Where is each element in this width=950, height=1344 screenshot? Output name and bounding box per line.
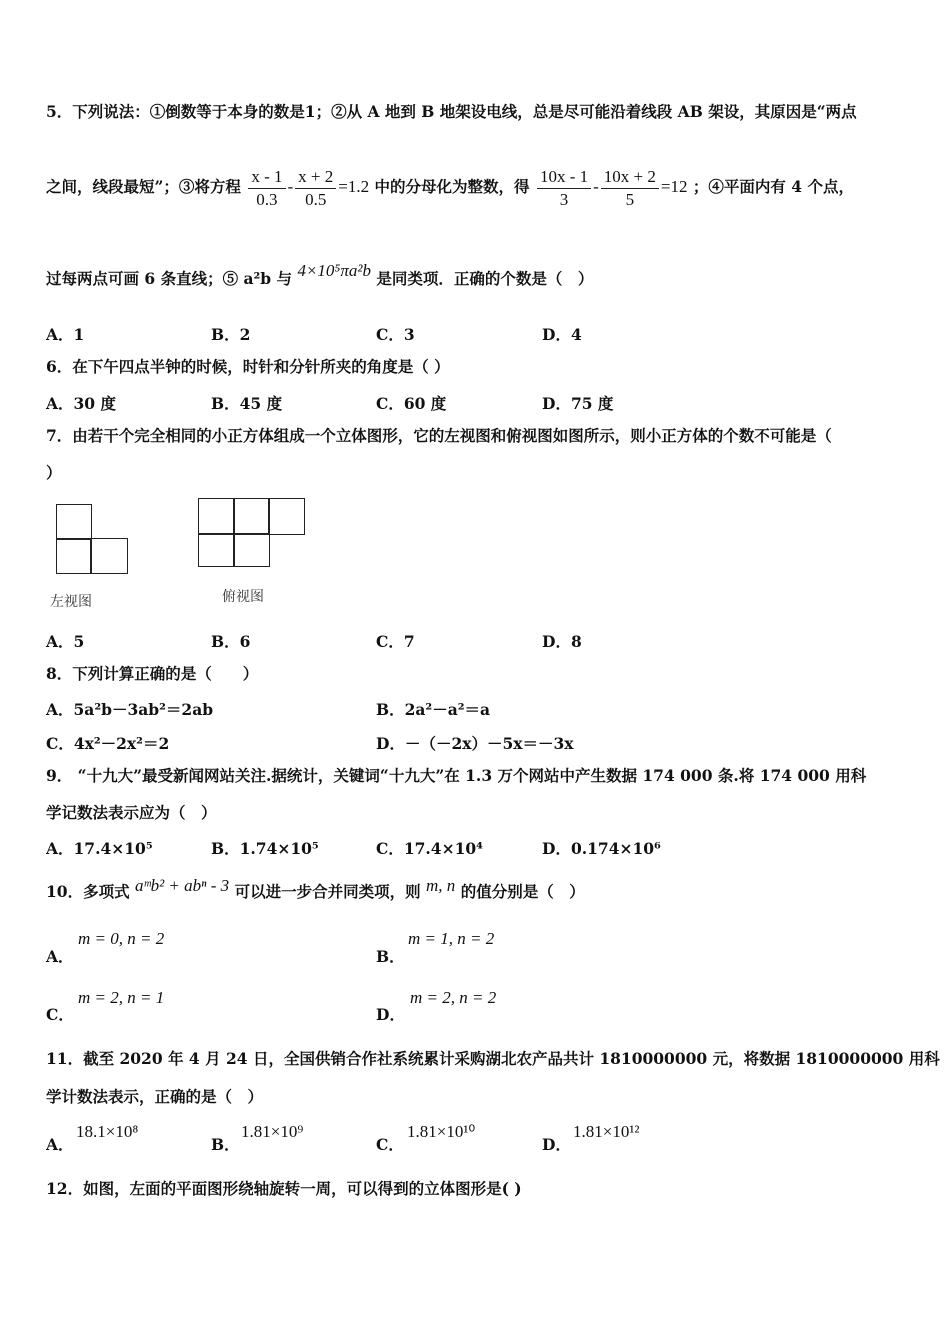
q5-eq2-minus: - xyxy=(593,177,599,196)
top-view-cell xyxy=(198,533,235,567)
q9-option-d[interactable]: D．0.174×10⁶ xyxy=(542,839,661,858)
top-view-figure xyxy=(196,496,311,571)
left-view-cell xyxy=(56,504,92,540)
q9-line1: 9． “十九大”最受新闻网站关注.据统计，关键词“十九大”在 1.3 万个网站中产生数据 174 000 条.将 174 000 用科 xyxy=(46,766,867,785)
q10-option-d-letter[interactable]: D． xyxy=(376,1005,405,1024)
q6-option-b[interactable]: B．45 度 xyxy=(211,394,283,413)
q11-line2: 学计数法表示，正确的是（ ） xyxy=(46,1087,264,1106)
q10-line xyxy=(46,877,904,907)
q7-line2: ） xyxy=(46,463,62,482)
q5-eq1-rhs: =1.2 xyxy=(338,177,370,196)
q5-eq1-minus: - xyxy=(287,177,294,196)
q5-line3-text-b: 是同类项．正确的个数是（ ） xyxy=(376,269,594,288)
q6-option-d[interactable]: D．75 度 xyxy=(542,394,614,413)
q10-option-c-letter[interactable]: C． xyxy=(46,1005,74,1024)
q6-option-a[interactable]: A．30 度 xyxy=(46,394,116,413)
q9-line2: 学记数法表示应为（ ） xyxy=(46,803,217,822)
q5-option-b[interactable]: B．2 xyxy=(211,325,251,344)
q5-eq1-num2: x + 2 xyxy=(295,166,336,189)
q10-option-a-value[interactable]: m = 0, n = 2 xyxy=(78,929,165,948)
q5-eq2-num2: 10x + 2 xyxy=(601,166,659,189)
q6-option-c[interactable]: C．60 度 xyxy=(376,394,447,413)
q10-polynomial: aᵐb² + abⁿ - 3 xyxy=(134,876,230,895)
q5-line2 xyxy=(46,162,904,212)
q5-eq2-rhs: =12 xyxy=(660,177,688,196)
q11-option-a-value[interactable]: 18.1×10⁸ xyxy=(76,1122,139,1141)
q8-text: 8．下列计算正确的是（ ） xyxy=(46,664,259,683)
q5-line1: 5．下列说法：①倒数等于本身的数是1；②从 A 地到 B 地架设电线，总是尽可能沿着线段 AB 架设，其原因是“两点 xyxy=(46,102,857,121)
q10-option-b-value[interactable]: m = 1, n = 2 xyxy=(408,929,495,948)
q5-line3 xyxy=(46,261,904,290)
q5-eq1-num1: x - 1 xyxy=(248,166,285,189)
q9-option-c[interactable]: C．17.4×10⁴ xyxy=(376,839,483,858)
q11-option-b-letter[interactable]: B． xyxy=(211,1135,240,1154)
q6-text: 6．在下午四点半钟的时候，时针和分针所夹的角度是（ ） xyxy=(46,357,450,376)
q9-option-b[interactable]: B．1.74×10⁵ xyxy=(211,839,319,858)
q5-line3-text-a: 过每两点可画 6 条直线；⑤ a²b 与 xyxy=(46,269,293,288)
left-view-cell xyxy=(56,538,92,574)
q5-eq2-den2: 5 xyxy=(625,189,635,209)
q7-line1: 7．由若干个完全相同的小正方体组成一个立体图形，它的左视图和俯视图如图所示，则小正方体的个数不可能是（ xyxy=(46,426,832,445)
top-view-cell xyxy=(233,533,270,567)
q11-option-c-letter[interactable]: C． xyxy=(376,1135,404,1154)
q5-option-d[interactable]: D．4 xyxy=(542,325,582,344)
q5-option-c[interactable]: C．3 xyxy=(376,325,415,344)
q5-eq2-den1: 3 xyxy=(559,189,569,209)
top-view-caption: 俯视图 xyxy=(222,589,264,605)
q8-option-a[interactable]: A．5a²b－3ab²＝2ab xyxy=(46,700,214,719)
left-view-cell xyxy=(90,538,128,574)
q8-option-d[interactable]: D．－（－2x）－5x＝－3x xyxy=(376,734,574,753)
q11-option-d-value[interactable]: 1.81×10¹² xyxy=(573,1122,640,1141)
top-view-cell xyxy=(198,498,235,535)
q9-option-a[interactable]: A．17.4×10⁵ xyxy=(46,839,153,858)
left-view-figure xyxy=(50,500,140,580)
q5-eq1-den2: 0.5 xyxy=(305,189,327,209)
q5-line2-text-a: 之间，线段最短”；③将方程 xyxy=(46,177,241,196)
q10-middle: 可以进一步合并同类项，则 xyxy=(234,882,421,901)
q7-option-a[interactable]: A．5 xyxy=(46,632,85,651)
q10-option-a-letter[interactable]: A． xyxy=(46,947,74,966)
q12-text: 12．如图，左面的平面图形绕轴旋转一周，可以得到的立体图形是( ) xyxy=(46,1179,522,1198)
q5-eq1-den1: 0.3 xyxy=(256,189,278,209)
q11-option-b-value[interactable]: 1.81×10⁹ xyxy=(241,1122,304,1141)
q7-option-c[interactable]: C．7 xyxy=(376,632,415,651)
q11-line1: 11．截至 2020 年 4 月 24 日，全国供销合作社系统累计采购湖北农产品共计 1810000000 元，将数据 1810000000 用科 xyxy=(46,1049,940,1068)
q10-suffix: 的值分别是（ ） xyxy=(460,882,585,901)
q7-option-b[interactable]: B．6 xyxy=(211,632,251,651)
q5-line3-math: 4×10⁵πa²b xyxy=(297,261,371,280)
q5-eq2-frac1 xyxy=(537,166,591,211)
q5-option-a[interactable]: A．1 xyxy=(46,325,85,344)
q11-option-d-letter[interactable]: D． xyxy=(542,1135,571,1154)
q10-option-c-value[interactable]: m = 2, n = 1 xyxy=(78,988,165,1007)
q10-prefix: 10．多项式 xyxy=(46,882,130,901)
q5-eq2-num1: 10x - 1 xyxy=(537,166,591,189)
q11-option-c-value[interactable]: 1.81×10¹⁰ xyxy=(407,1122,476,1141)
left-view-caption: 左视图 xyxy=(50,594,92,610)
top-view-cell xyxy=(268,498,305,535)
q10-option-b-letter[interactable]: B． xyxy=(376,947,405,966)
q5-line2-text-b: 中的分母化为整数，得 xyxy=(374,177,530,196)
q8-option-b[interactable]: B．2a²－a²＝a xyxy=(376,700,491,719)
top-view-cell xyxy=(233,498,270,535)
q5-line2-text-c: ；④平面内有 4 个点， xyxy=(692,177,854,196)
q5-eq2-frac2 xyxy=(601,166,659,211)
q5-eq1-frac2 xyxy=(295,166,336,211)
q7-option-d[interactable]: D．8 xyxy=(542,632,582,651)
q5-eq1-frac1 xyxy=(248,166,285,211)
q11-option-a-letter[interactable]: A． xyxy=(46,1135,74,1154)
q8-option-c[interactable]: C．4x²－2x²＝2 xyxy=(46,734,170,753)
q10-vars: m, n xyxy=(426,876,456,895)
q10-option-d-value[interactable]: m = 2, n = 2 xyxy=(410,988,497,1007)
